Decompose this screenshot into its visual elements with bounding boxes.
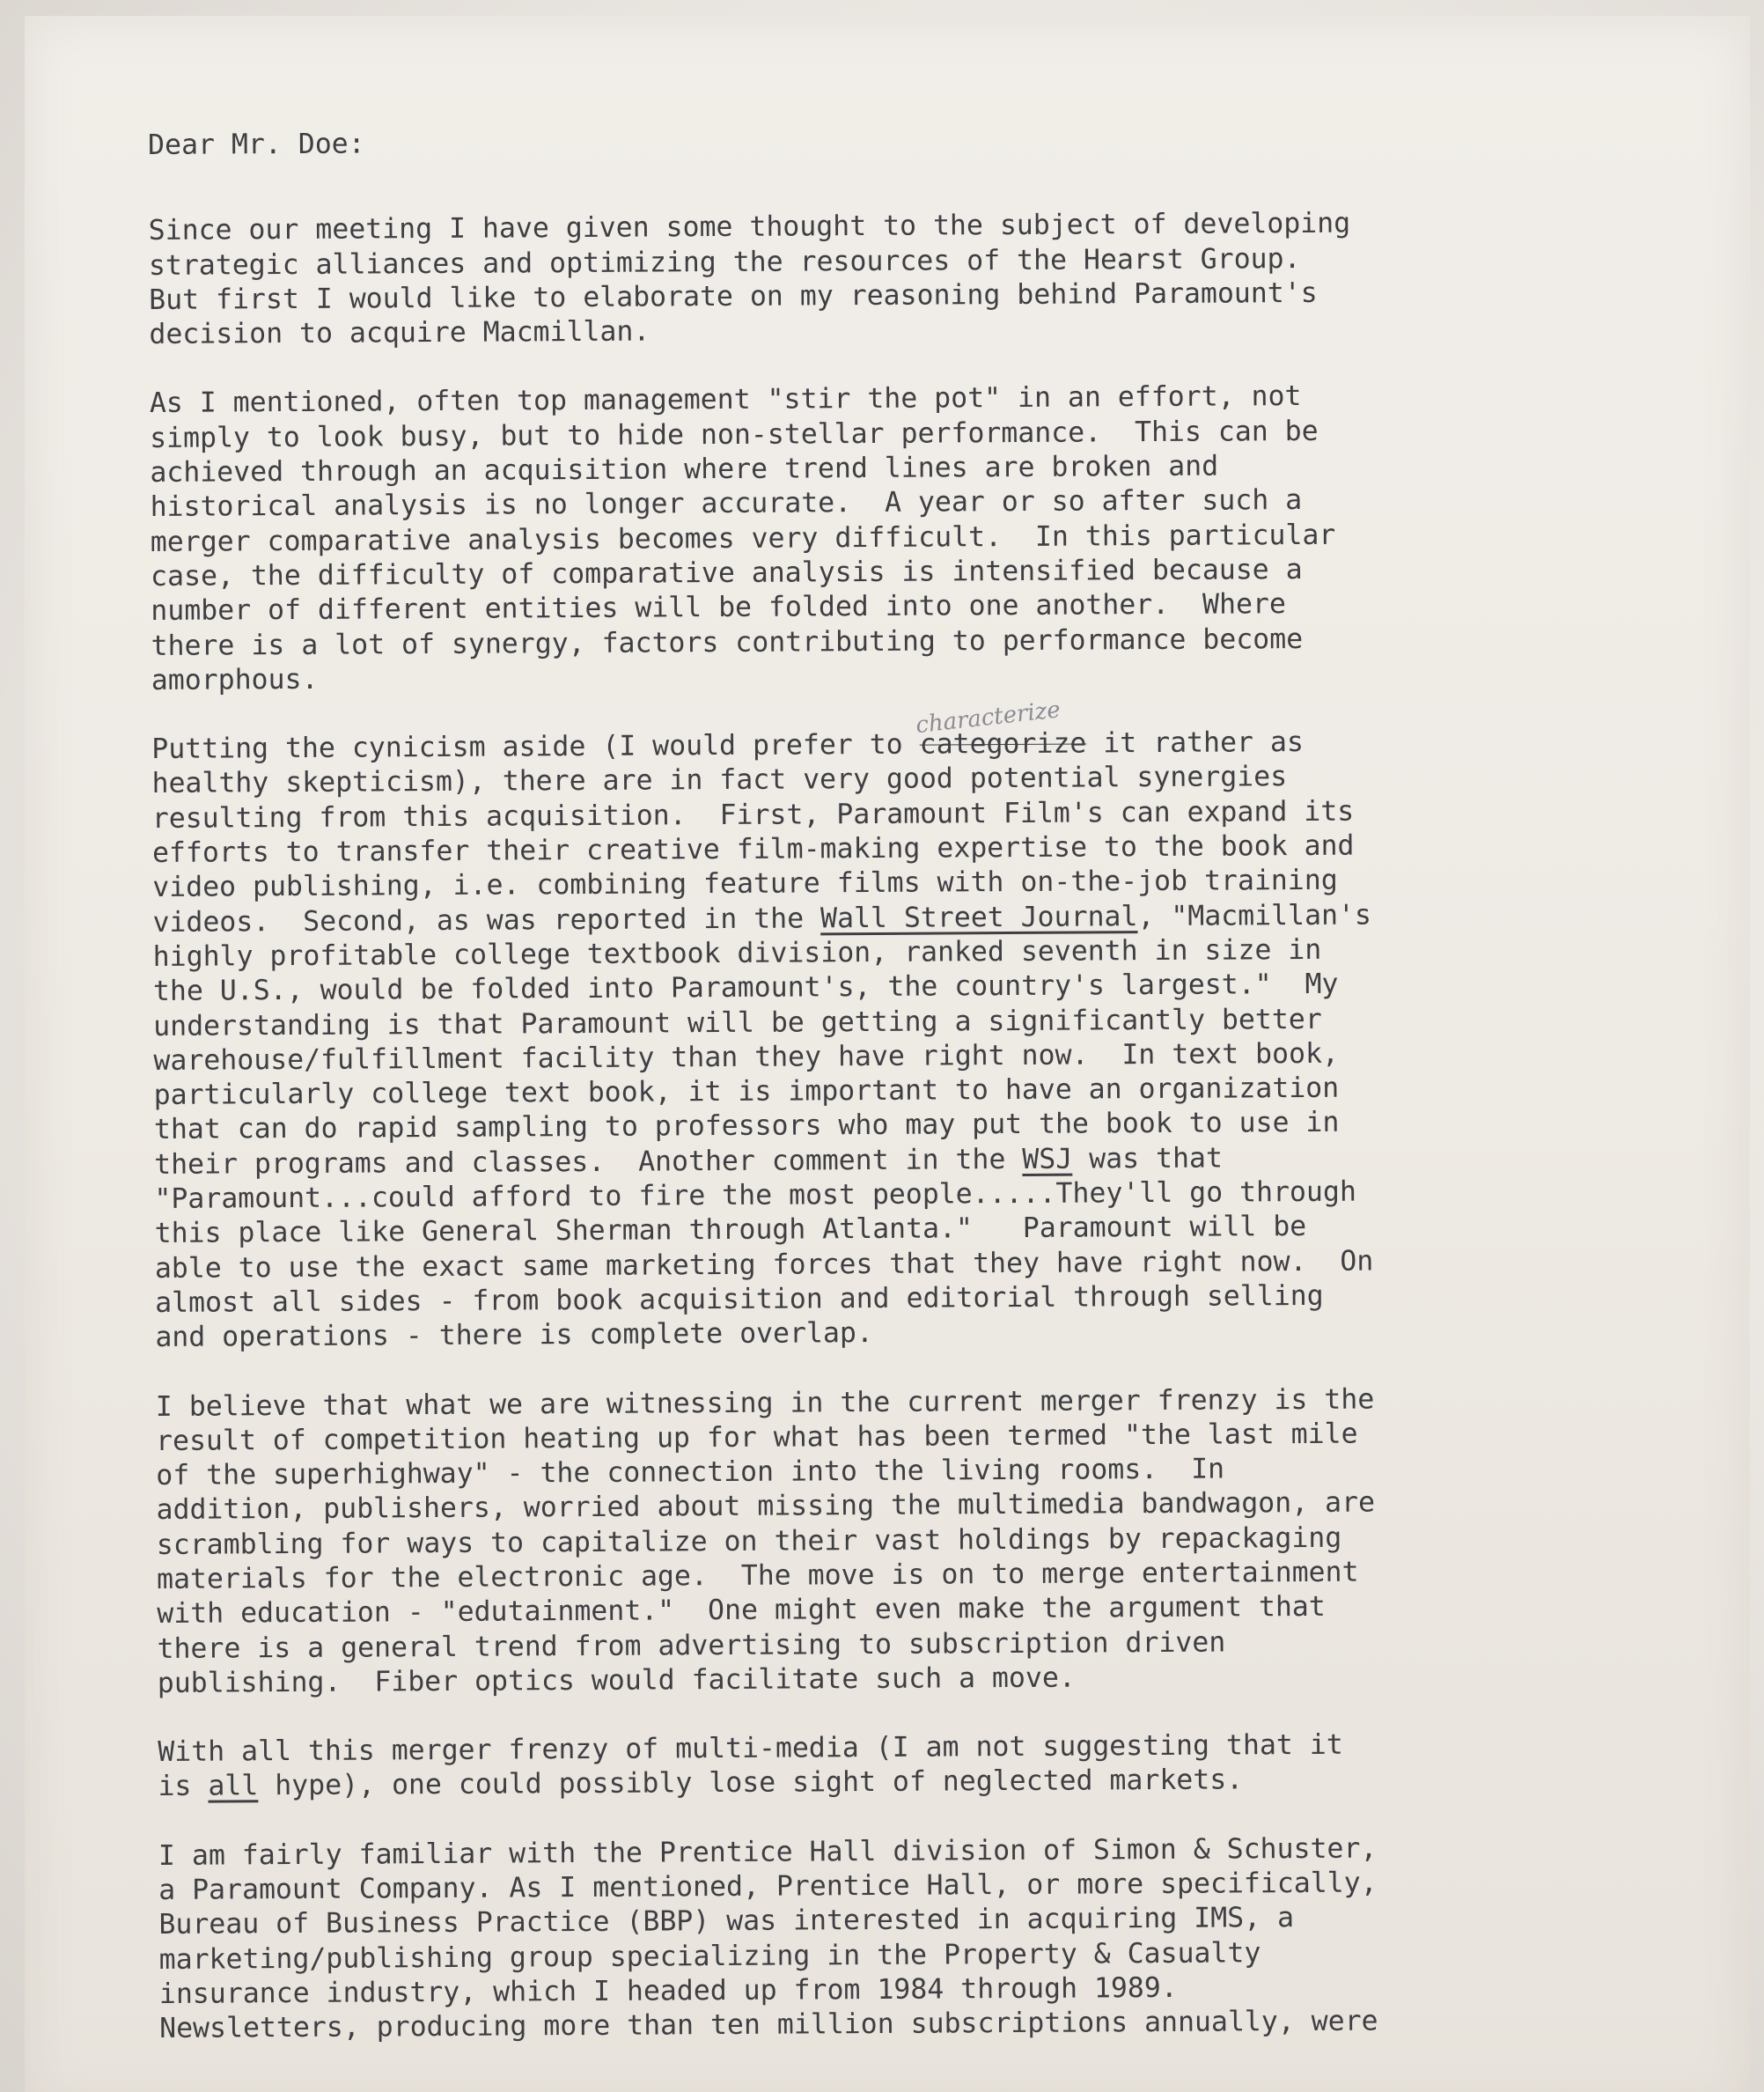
text-line: warehouse/fulfillment facility than they have right now. In text book, xyxy=(153,1037,1340,1077)
text-line: understanding is that Paramount will be getting a significantly better xyxy=(153,1003,1322,1042)
text-line: "Paramount...could afford to fire the most people.....They'll go through xyxy=(154,1175,1356,1215)
text-line: addition, publishers, worried about missing the multimedia bandwagon, are xyxy=(156,1486,1376,1527)
text-line: marketing/publishing group specializing in the Property & Casualty xyxy=(158,1936,1261,1976)
paragraph-1 xyxy=(149,205,1628,352)
text-line: almost all sides - from book acquisition and editorial through selling xyxy=(155,1279,1324,1319)
paragraph-3 xyxy=(151,696,1634,1356)
paragraph-4 xyxy=(156,1381,1636,1701)
text-line: efforts to transfer their creative film-making expertise to the book and xyxy=(151,829,1355,870)
text-line: Since our meeting I have given some thought to the subject of developing xyxy=(148,207,1351,247)
text-line: a Paramount Company. As I mentioned, Prentice Hall, or more specifically, xyxy=(158,1867,1378,1907)
text-line: simply to look busy, but to hide non-stellar performance. This can be xyxy=(150,415,1319,454)
text-line: of the superhighway" - the connection into the living rooms. In xyxy=(156,1453,1225,1492)
text-segment: their programs and classes. Another comment in the xyxy=(154,1143,1023,1181)
text-segment: is xyxy=(158,1771,209,1803)
text-line: highly profitable college textbook division, ranked seventh in size in xyxy=(152,933,1322,973)
letter-body xyxy=(148,120,1639,2081)
salutation: Dear Mr. Doe: xyxy=(148,128,365,161)
text-line: scrambling for ways to capitalize on their vast holdings by repackaging xyxy=(156,1521,1342,1561)
struck-word: categorize xyxy=(919,727,1087,761)
text-line: this place like General Sherman through Atlanta." Paramount will be xyxy=(154,1211,1307,1250)
text-line: result of competition heating up for what has been termed "the last mile xyxy=(155,1418,1358,1457)
text-line: amorphous. xyxy=(151,663,319,696)
text-line: insurance industry, which I headed up from 1984 through 1989. xyxy=(158,1971,1178,2010)
underlined-title: Wall Street Journal xyxy=(820,900,1138,934)
text-line: I am fairly familiar with the Prentice Hall division of Simon & Schuster, xyxy=(158,1832,1378,1872)
handwritten-correction xyxy=(915,696,1087,762)
text-line: number of different entities will be folded into one another. Where xyxy=(151,588,1287,628)
text-line: decision to acquire Macmillan. xyxy=(149,315,650,351)
text-segment: , "Macmillan's xyxy=(1137,899,1372,932)
text-segment: videos. Second, as was reported in the xyxy=(152,902,821,939)
text-line: case, the difficulty of comparative analysis is intensified because a xyxy=(150,553,1303,593)
text-segment: it rather as xyxy=(1086,726,1304,760)
paragraph-2 xyxy=(150,378,1630,698)
text-line: and operations - there is complete overlap. xyxy=(155,1317,873,1354)
text-line: publishing. Fiber optics would facilitate such a move. xyxy=(157,1661,1076,1699)
text-segment: Putting the cynicism aside (I would prefer to xyxy=(151,728,920,766)
letter-page xyxy=(25,16,1750,2092)
text-line: video publishing, i.e. combining feature films with on-the-job training xyxy=(152,865,1338,904)
text-line: strategic alliances and optimizing the resources of the Hearst Group. xyxy=(148,242,1301,282)
text-line: able to use the exact same marketing forces that they have right now. On xyxy=(154,1245,1374,1285)
paragraph-5 xyxy=(158,1727,1636,1805)
text-line: healthy skepticism), there are in fact very good potential synergies xyxy=(151,761,1288,800)
text-segment: was that xyxy=(1072,1142,1224,1175)
underlined-word: all xyxy=(208,1770,259,1803)
text-line: achieved through an acquisition where trend lines are broken and xyxy=(150,450,1219,490)
text-line: As I mentioned, often top management "stir the pot" in an effort, not xyxy=(149,380,1302,420)
text-line: the U.S., would be folded into Paramount's, the country's largest." My xyxy=(152,968,1339,1008)
text-line: that can do rapid sampling to professors who may put the book to use in xyxy=(153,1107,1340,1146)
text-line: Bureau of Business Practice (BBP) was interested in acquiring IMS, a xyxy=(158,1902,1295,1941)
text-line: Newsletters, producing more than ten million subscriptions annually, were xyxy=(159,2005,1378,2045)
text-line: But first I would like to elaborate on my reasoning behind Paramount's xyxy=(149,276,1318,316)
text-line: resulting from this acquisition. First, Paramount Film's can expand its xyxy=(151,795,1355,835)
text-line: With all this merger frenzy of multi-media (I am not suggesting that it xyxy=(158,1728,1343,1769)
text-line: particularly college text book, it is important to have an organization xyxy=(153,1072,1340,1112)
text-line: there is a lot of synergy, factors contributing to performance become xyxy=(151,622,1304,662)
handwritten-word: characterize xyxy=(915,696,1062,740)
text-line: there is a general trend from advertising to subscription driven xyxy=(157,1626,1226,1665)
text-line: materials for the electronic age. The move is on to merge entertainment xyxy=(156,1556,1359,1595)
underlined-abbreviation: WSJ xyxy=(1022,1143,1073,1175)
text-line: merger comparative analysis becomes very difficult. In this particular xyxy=(150,519,1336,558)
text-segment: hype), one could possibly lose sight of neglected markets. xyxy=(258,1764,1244,1802)
text-line: with education - "edutainment." One might even make the argument that xyxy=(157,1591,1326,1631)
text-line: I believe that what we are witnessing in the current merger frenzy is the xyxy=(155,1383,1375,1423)
paragraph-6 xyxy=(158,1830,1638,2046)
text-line: historical analysis is no longer accurate. A year or so after such a xyxy=(150,484,1303,524)
